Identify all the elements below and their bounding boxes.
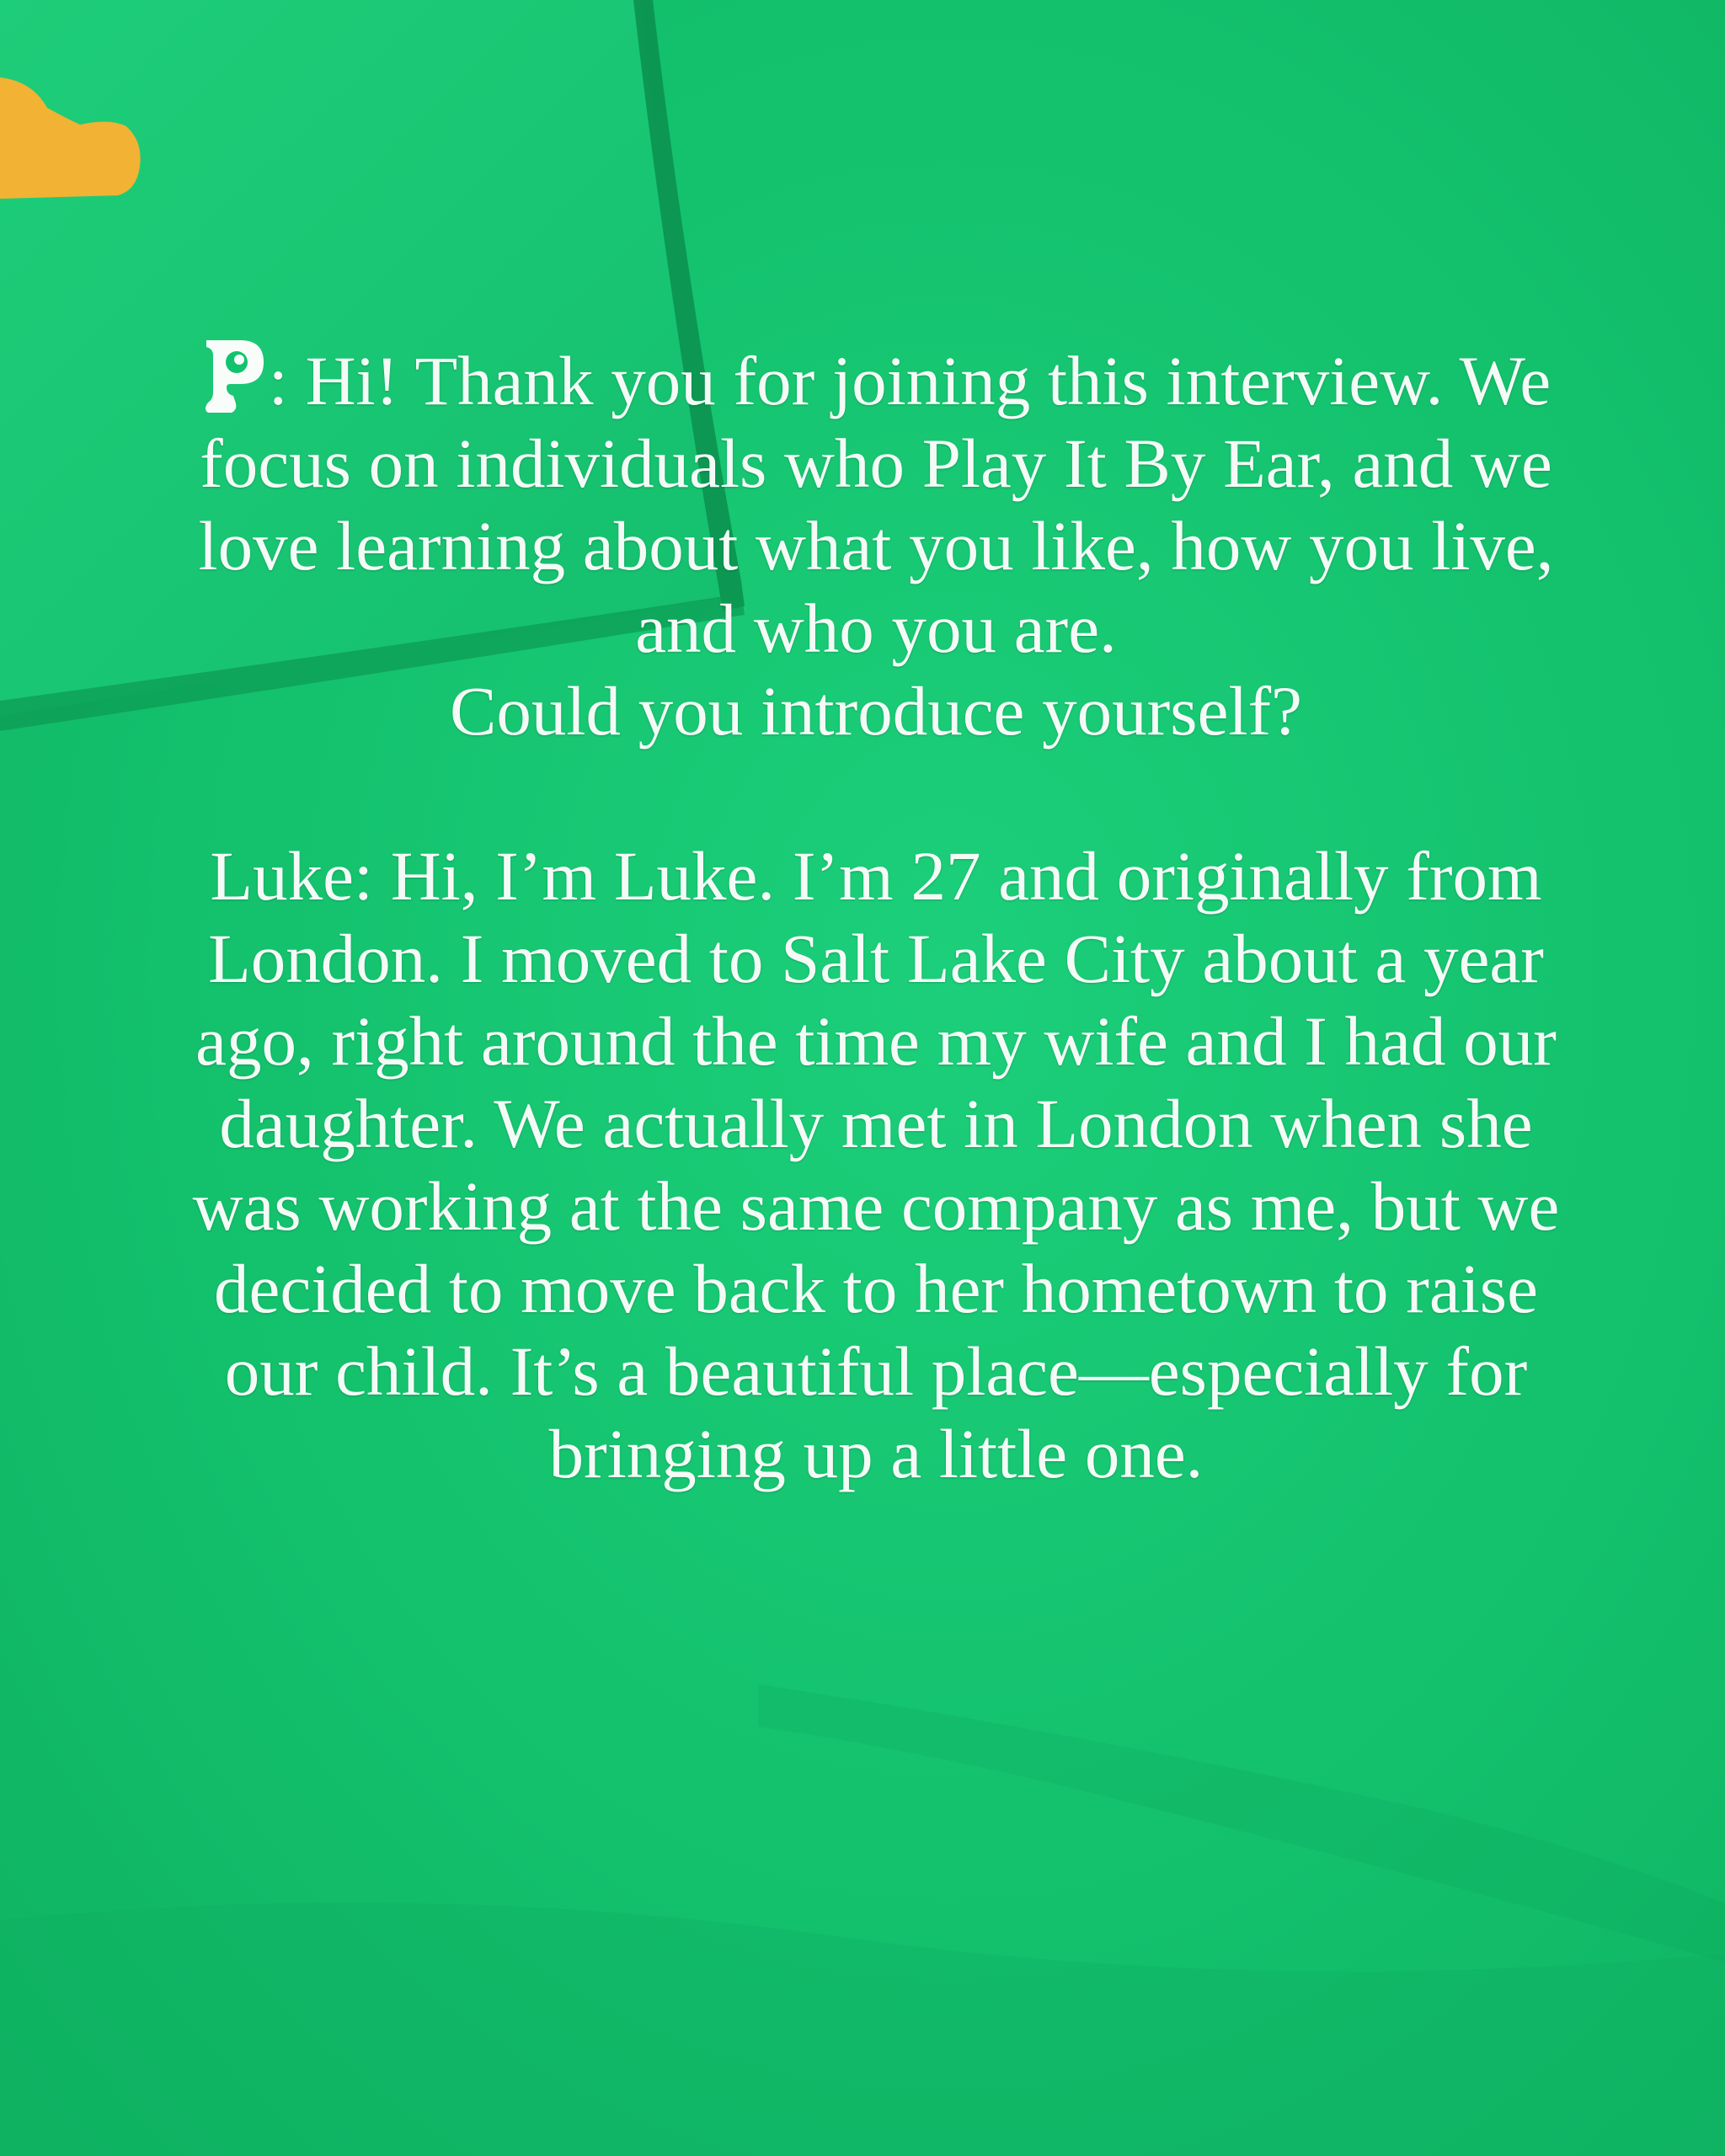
answer-line-7: our child. It’s a beautiful place—especially for (224, 1332, 1528, 1410)
answer-paragraph (93, 835, 1659, 1495)
paragraph-gap (93, 752, 1659, 835)
question-line-3: love learning about what you like, how you live, (198, 507, 1554, 584)
answer-line-3: ago, right around the time my wife and I had our (195, 1002, 1557, 1080)
answer-line-6: decided to move back to her hometown to raise (214, 1250, 1538, 1327)
question-line-2: focus on individuals who Play It By Ear, and we (200, 424, 1552, 502)
question-line-4: and who you are. (635, 590, 1117, 667)
question-paragraph (93, 335, 1659, 752)
p-logo-icon (201, 335, 267, 416)
question-line-1 (93, 335, 1659, 422)
answer-line-2: London. I moved to Salt Lake City about a year (208, 920, 1544, 997)
interview-text (93, 335, 1659, 1495)
question-text-1: : Hi! Thank you for joining this interview. We (268, 342, 1551, 419)
answer-line-1: Luke: Hi, I’m Luke. I’m 27 and originally from (210, 837, 1542, 915)
answer-line-4: daughter. We actually met in London when she (219, 1085, 1533, 1162)
question-line-5: Could you introduce yourself? (450, 672, 1302, 750)
answer-line-8: bringing up a little one. (548, 1415, 1204, 1492)
answer-line-5: was working at the same company as me, but we (192, 1167, 1560, 1245)
